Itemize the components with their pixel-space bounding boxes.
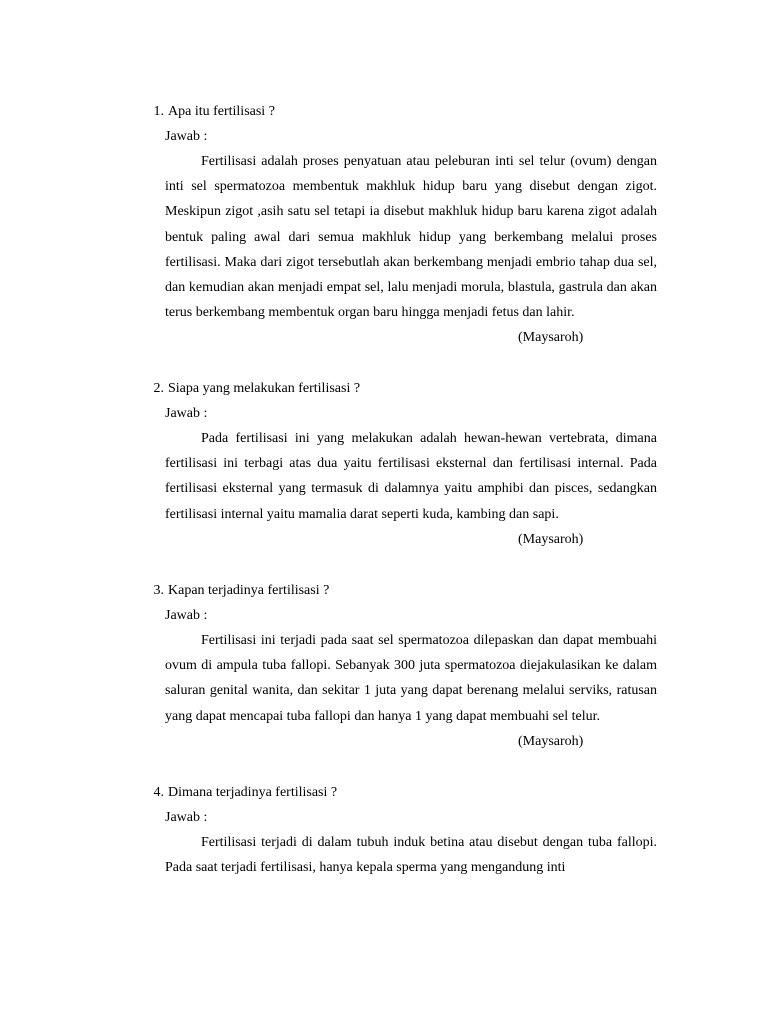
qa-item-4 [140,780,660,880]
jawab-label: Jawab : [165,810,208,825]
question-number: 1. [153,104,164,119]
answer-paragraph: Fertilisasi ini terjadi pada saat sel spermatozoa dilepaskan dan dapat membuahi ovum di ampula tuba fallopi. Sebanyak 300 juta spermatozoa diejakulasikan ke dalam saluran genital wanita, dan sekitar 1 juta yang dapat berenang melalui serviks, ratusan yang dapat mencapai tuba fallopi dan hanya 1 yang dapat membuahi sel telur. [165,633,657,724]
question-line [140,99,660,124]
answer-paragraph: Fertilisasi terjadi di dalam tubuh induk betina atau disebut dengan tuba fallopi. Pada saat terjadi fertilisasi, hanya kepala sperma yang mengandung inti [165,835,657,876]
question-number: 4. [153,785,164,800]
question-line [140,780,660,805]
answer-paragraph: Pada fertilisasi ini yang melakukan adalah hewan-hewan vertebrata, dimana fertilisasi ini terbagi atas dua yaitu fertilisasi eksternal dan fertilisasi internal. Pada fertilisasi eksternal yang termasuk di dalamnya yaitu amphibi dan pisces, sedangkan fertilisasi internal yaitu mamalia darat seperti kuda, kambing dan sapi. [165,431,657,522]
question-line [140,376,660,401]
answer-paragraph: Fertilisasi adalah proses penyatuan atau peleburan inti sel telur (ovum) dengan inti sel spermatozoa membentuk makhluk hidup baru yang disebut dengan zigot. Meskipun zigot ,asih satu sel tetapi ia disebut makhluk hidup baru karena zigot adalah bentuk paling awal dari semua makhluk hidup yang berkembang melalui proses fertilisasi. Maka dari zigot tersebutlah akan berkembang menjadi embrio tahap dua sel, dan kemudian akan menjadi empat sel, lalu menjadi morula, blastula, gastrula dan akan terus berkembang membentuk organ baru hingga menjadi fetus dan lahir. [165,154,657,321]
question-text: Dimana terjadinya fertilisasi ? [168,785,338,800]
question-text: Siapa yang melakukan fertilisasi ? [168,381,361,396]
author-attribution: (Maysaroh) [518,733,584,749]
jawab-label: Jawab : [165,129,208,144]
question-number: 2. [153,381,164,396]
jawab-label: Jawab : [165,608,208,623]
jawab-label: Jawab : [165,406,208,421]
question-number: 3. [153,583,164,598]
question-line [140,578,660,603]
author-attribution: (Maysaroh) [518,531,584,547]
qa-item-3 [140,578,660,754]
question-text: Apa itu fertilisasi ? [168,104,275,119]
question-text: Kapan terjadinya fertilisasi ? [168,583,330,598]
author-attribution: (Maysaroh) [518,330,584,346]
qa-item-1 [140,99,660,350]
qa-item-2 [140,376,660,552]
